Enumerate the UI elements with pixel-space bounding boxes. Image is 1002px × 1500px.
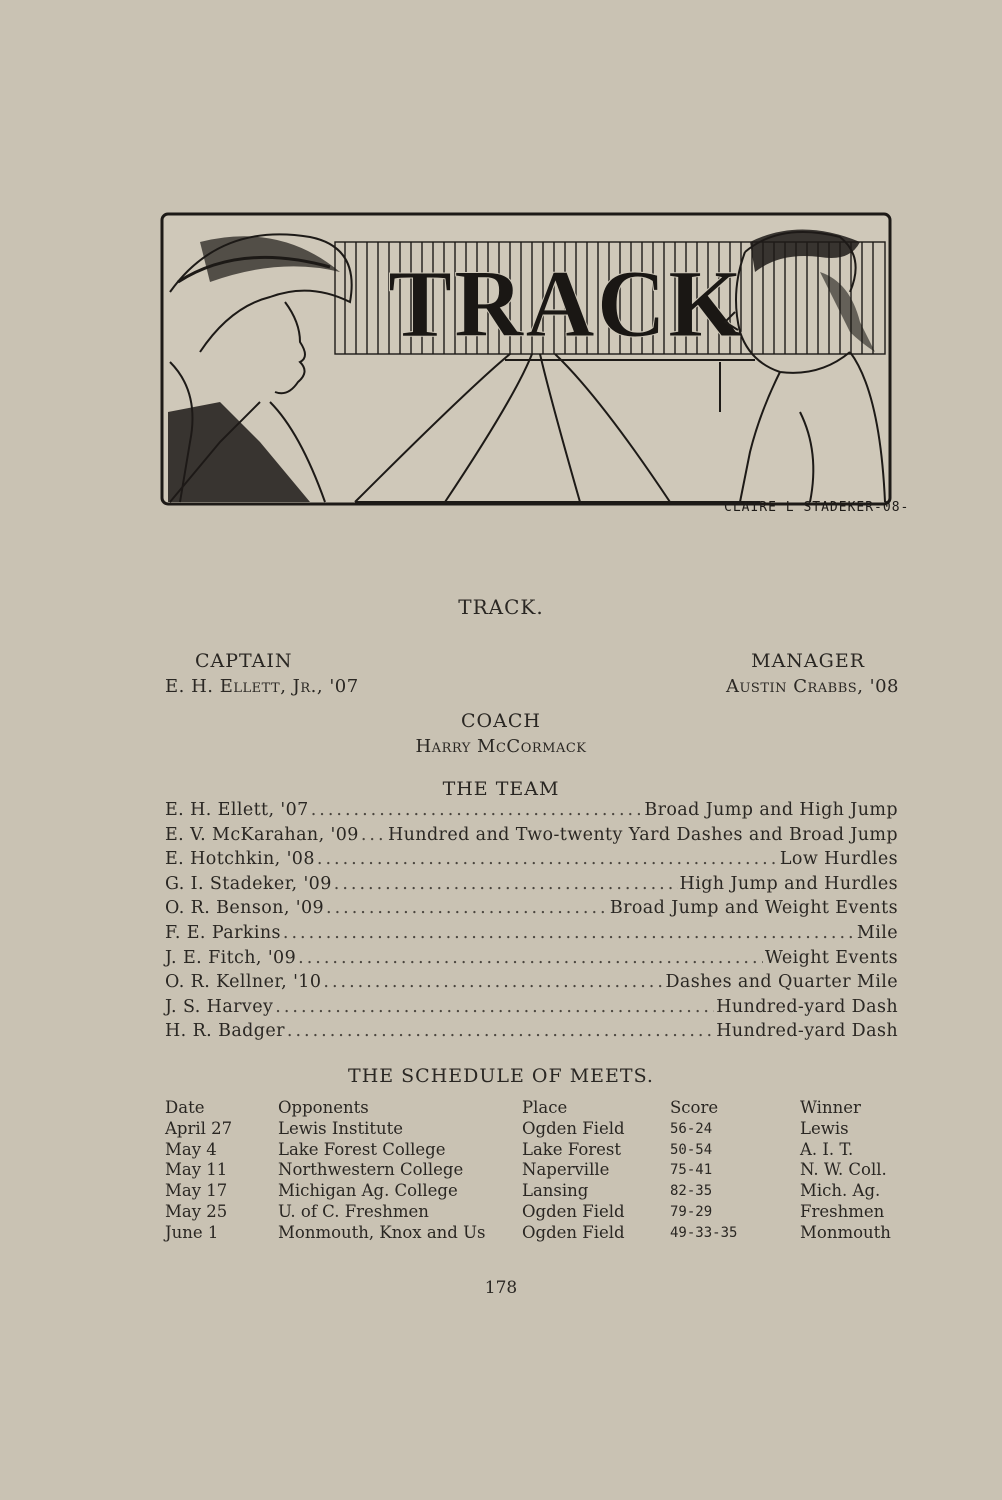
dot-leader bbox=[287, 1021, 714, 1041]
meet-date: June 1 bbox=[165, 1222, 219, 1242]
dot-leader bbox=[326, 898, 608, 918]
meet-date: May 11 bbox=[165, 1160, 228, 1180]
team-roster bbox=[165, 800, 898, 1046]
captain-label: CAPTAIN bbox=[195, 650, 293, 672]
meet-opponents: Michigan Ag. College bbox=[278, 1181, 458, 1201]
member-event: Hundred-yard Dash bbox=[716, 996, 898, 1017]
dot-leader bbox=[298, 948, 763, 968]
roster-row bbox=[165, 825, 898, 850]
column-header-opponents: Opponents bbox=[278, 1098, 369, 1117]
meet-opponents: Lewis Institute bbox=[278, 1118, 404, 1138]
roster-row bbox=[165, 898, 898, 923]
schedule-row bbox=[165, 1202, 905, 1223]
meet-opponents: Lake Forest College bbox=[278, 1139, 446, 1159]
member-name: E. H. Ellett, '07 bbox=[165, 800, 309, 820]
team-heading: THE TEAM bbox=[442, 778, 560, 800]
meet-opponents: Northwestern College bbox=[278, 1160, 464, 1180]
meet-place: Lansing bbox=[522, 1181, 589, 1201]
member-event: Dashes and Quarter Mile bbox=[665, 972, 898, 993]
meet-score: 49-33-35 bbox=[670, 1224, 738, 1241]
roster-row bbox=[165, 849, 898, 874]
meet-winner: Freshmen bbox=[800, 1201, 885, 1221]
schedule-table bbox=[165, 1098, 905, 1244]
member-event: Hundred-yard Dash bbox=[716, 1021, 898, 1042]
schedule-row bbox=[165, 1223, 905, 1244]
coach-name: Harry McCormack bbox=[415, 736, 587, 757]
meet-score: 82-35 bbox=[670, 1183, 713, 1200]
dot-leader bbox=[334, 874, 678, 894]
schedule-heading: THE SCHEDULE OF MEETS. bbox=[348, 1065, 654, 1087]
page-number: 178 bbox=[484, 1278, 518, 1298]
member-name: E. Hotchkin, '08 bbox=[165, 849, 315, 870]
meet-opponents: Monmouth, Knox and Us bbox=[278, 1222, 486, 1242]
member-name: J. E. Fitch, '09 bbox=[165, 947, 297, 968]
meet-place: Ogden Field bbox=[522, 1201, 625, 1221]
captain-name: E. H. Ellett, Jr., '07 bbox=[165, 676, 359, 697]
roster-row bbox=[165, 997, 898, 1022]
schedule-header-row bbox=[165, 1098, 905, 1119]
meet-date: May 4 bbox=[165, 1139, 217, 1159]
schedule-row bbox=[165, 1119, 905, 1140]
meet-place: Lake Forest bbox=[522, 1139, 622, 1159]
coach-label: COACH bbox=[461, 710, 541, 732]
meet-place: Naperville bbox=[522, 1160, 610, 1180]
page-title: TRACK. bbox=[458, 595, 544, 619]
dot-leader bbox=[317, 849, 778, 869]
meet-winner: A. I. T. bbox=[800, 1139, 854, 1159]
roster-row bbox=[165, 874, 898, 899]
column-header-date: Date bbox=[165, 1098, 205, 1117]
meet-winner: N. W. Coll. bbox=[800, 1160, 887, 1180]
meet-score: 56-24 bbox=[670, 1120, 713, 1137]
track-header-illustration bbox=[160, 212, 892, 508]
member-event: Broad Jump and Weight Events bbox=[609, 898, 898, 919]
meet-winner: Mich. Ag. bbox=[800, 1181, 881, 1201]
member-name: G. I. Stadeker, '09 bbox=[165, 873, 332, 894]
schedule-rows bbox=[165, 1119, 905, 1244]
roster-row bbox=[165, 1021, 898, 1046]
member-name: O. R. Benson, '09 bbox=[165, 898, 325, 919]
meet-score: 50-54 bbox=[670, 1141, 713, 1158]
manager-name: Austin Crabbs, '08 bbox=[725, 676, 899, 697]
dot-leader bbox=[283, 923, 855, 943]
artist-signature: CLAIRE L STADEKER-08- bbox=[724, 500, 910, 515]
banner-word: TRACK bbox=[388, 250, 745, 357]
meet-winner: Lewis bbox=[800, 1118, 849, 1138]
member-event: Mile bbox=[856, 922, 898, 943]
member-name: J. S. Harvey bbox=[165, 996, 274, 1017]
column-header-place: Place bbox=[522, 1098, 568, 1117]
roster-row bbox=[165, 972, 898, 997]
dot-leader bbox=[311, 800, 643, 820]
member-event: Hundred and Two-twenty Yard Dashes and Broad Jump bbox=[387, 824, 898, 845]
column-header-score: Score bbox=[670, 1098, 719, 1117]
member-event: High Jump and Hurdles bbox=[679, 873, 898, 894]
meet-place: Ogden Field bbox=[522, 1118, 625, 1138]
meet-opponents: U. of C. Freshmen bbox=[278, 1201, 429, 1221]
meet-score: 79-29 bbox=[670, 1203, 713, 1220]
member-event: Broad Jump and High Jump bbox=[644, 800, 898, 820]
member-name: F. E. Parkins bbox=[165, 922, 281, 943]
member-name: E. V. McKarahan, '09 bbox=[165, 824, 359, 845]
schedule-row bbox=[165, 1181, 905, 1202]
member-name: H. R. Badger bbox=[165, 1021, 285, 1042]
meet-date: May 17 bbox=[165, 1181, 228, 1201]
dot-leader bbox=[275, 997, 714, 1017]
member-event: Weight Events bbox=[764, 947, 898, 968]
meet-date: May 25 bbox=[165, 1201, 228, 1221]
roster-row bbox=[165, 948, 898, 973]
schedule-row bbox=[165, 1160, 905, 1181]
roster-row bbox=[165, 923, 898, 948]
dot-leader bbox=[323, 972, 663, 992]
member-name: O. R. Kellner, '10 bbox=[165, 972, 322, 993]
meet-score: 75-41 bbox=[670, 1162, 713, 1179]
dot-leader bbox=[361, 825, 386, 845]
member-event: Low Hurdles bbox=[779, 849, 898, 870]
schedule-row bbox=[165, 1140, 905, 1161]
column-header-winner: Winner bbox=[800, 1098, 861, 1117]
meet-winner: Monmouth bbox=[800, 1222, 891, 1242]
roster-row bbox=[165, 800, 898, 825]
meet-date: April 27 bbox=[165, 1118, 233, 1138]
track-header-drawing bbox=[160, 212, 892, 508]
meet-place: Ogden Field bbox=[522, 1222, 625, 1242]
manager-label: MANAGER bbox=[751, 650, 865, 672]
